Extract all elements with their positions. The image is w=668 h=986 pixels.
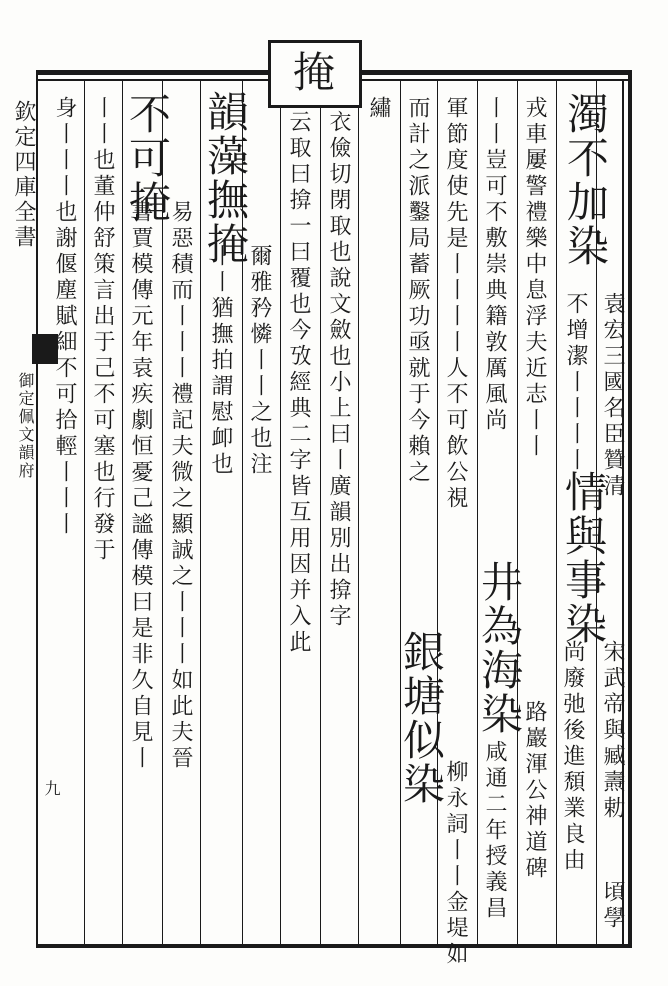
right-border: [628, 70, 632, 948]
column-divider: [320, 80, 321, 944]
annotation-text: 而計之派鑿局蓄厥功亟就于今賴之: [405, 96, 430, 486]
column-divider: [477, 80, 478, 944]
headword: 不可掩: [123, 92, 172, 224]
headword: 銀塘似染: [397, 630, 446, 806]
annotation-text: 頃學: [600, 880, 625, 932]
book-title: 欽定四庫全書: [11, 100, 36, 250]
annotation-text: 丨丨豈可不敷崇典籍敦厲風尚: [482, 96, 507, 434]
column-divider: [437, 80, 438, 944]
annotation-text: 繡: [366, 96, 391, 122]
book-subtitle: 御定佩文韻府: [16, 372, 35, 480]
column-divider: [400, 80, 401, 944]
annotation-text: 戎車屢警禮樂中息浮夫近志丨丨: [522, 96, 547, 460]
annotation-text: 書賈模傳元年袁疾劇恒憂己謐傳模曰是非久自見丨: [128, 200, 153, 772]
annotation-text: 衣儉切閉取也說文斂也小上曰丨廣韻別出揜字: [326, 110, 351, 630]
annotation-text: 不增潔丨丨丨丨: [563, 292, 588, 474]
annotation-text: 爾雅矜憐丨丨之也注: [247, 244, 272, 478]
annotation-text: 身丨丨丨也謝偃塵賦細不可拾輕丨丨丨: [52, 96, 77, 538]
section-heading: 韻藻撫掩: [201, 90, 250, 266]
headword: 井為海染: [475, 560, 524, 736]
annotation-text: 易惡積而丨丨丨禮記夫微之顯誠之丨丨丨如此夫晉: [168, 200, 193, 772]
annotation-text: 尚廢弛後進頹業良由: [560, 640, 585, 874]
annotation-text: 柳永詞丨丨金堤如: [443, 760, 468, 968]
annotation-text: 咸通二年授義昌: [482, 740, 507, 922]
headword: 濁不加染: [561, 92, 610, 268]
annotation-text: 丨丨猶撫拍謂慰卹也: [208, 244, 233, 478]
column-divider: [280, 80, 281, 944]
headword: 情與事染: [559, 470, 608, 646]
page-number: 九: [42, 780, 61, 798]
column-divider: [84, 80, 85, 944]
annotation-text: 丨丨也董仲舒策言出于己不可塞也行發于: [90, 96, 115, 564]
entry-head-character: 掩: [287, 50, 336, 94]
column-divider: [358, 80, 359, 944]
annotation-text: 軍節度使先是丨丨丨丨人不可飲公視: [443, 96, 468, 512]
annotation-text: 路巖渾公神道碑: [522, 700, 547, 882]
annotation-text: 袁宏三國名臣贊清: [600, 292, 625, 500]
column-divider: [556, 80, 557, 944]
annotation-text: 云取曰揜一曰覆也今攷經典二字皆互用因并入此: [286, 110, 311, 656]
bottom-border: [36, 944, 631, 948]
annotation-text: 宋武帝與臧燾勅: [600, 640, 625, 822]
column-divider: [517, 80, 518, 944]
